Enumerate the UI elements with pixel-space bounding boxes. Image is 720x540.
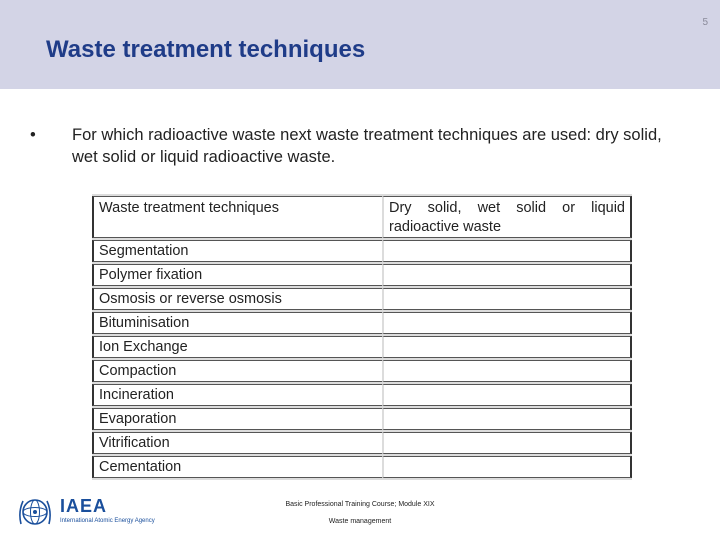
- technique-cell: Bituminisation: [92, 312, 382, 334]
- technique-cell: Evaporation: [92, 408, 382, 430]
- table-row: [92, 432, 632, 454]
- waste-type-cell[interactable]: [382, 336, 632, 358]
- technique-cell: Cementation: [92, 456, 382, 478]
- table-row: [92, 240, 632, 262]
- technique-cell: Incineration: [92, 384, 382, 406]
- technique-cell: Segmentation: [92, 240, 382, 262]
- table-row: [92, 360, 632, 382]
- waste-type-cell[interactable]: [382, 408, 632, 430]
- waste-type-cell[interactable]: [382, 456, 632, 478]
- footer-module: Waste management: [328, 518, 392, 525]
- technique-cell: Compaction: [92, 360, 382, 382]
- waste-type-cell[interactable]: [382, 312, 632, 334]
- techniques-table: [92, 194, 632, 480]
- table-row: [92, 456, 632, 478]
- bullet-text: For which radioactive waste next waste treatment techniques are used: dry solid, wet solid or liquid radioactive waste.: [72, 126, 662, 166]
- technique-cell: Osmosis or reverse osmosis: [92, 288, 382, 310]
- iaea-logo: [16, 494, 166, 530]
- table-row: [92, 264, 632, 286]
- technique-cell: Vitrification: [92, 432, 382, 454]
- header-waste-type: Dry solid, wet solid or liquid radioactive waste: [382, 196, 632, 238]
- table-row: [92, 312, 632, 334]
- page-number: 5: [702, 17, 708, 28]
- technique-cell: Ion Exchange: [92, 336, 382, 358]
- un-emblem-icon: [16, 494, 54, 530]
- footer-course: Basic Professional Training Course; Module XIX: [285, 501, 435, 508]
- header-techniques: Waste treatment techniques: [92, 196, 382, 238]
- technique-cell: Polymer fixation: [92, 264, 382, 286]
- waste-type-cell[interactable]: [382, 432, 632, 454]
- bullet-dot: •: [30, 126, 36, 144]
- table-header-row: [92, 196, 632, 238]
- table-row: [92, 408, 632, 430]
- waste-type-cell[interactable]: [382, 288, 632, 310]
- waste-type-cell[interactable]: [382, 384, 632, 406]
- waste-type-cell[interactable]: [382, 360, 632, 382]
- logo-subtitle: International Atomic Energy Agency: [60, 518, 155, 524]
- table-row: [92, 336, 632, 358]
- logo-name: IAEA: [60, 496, 108, 516]
- waste-type-cell[interactable]: [382, 264, 632, 286]
- waste-type-cell[interactable]: [382, 240, 632, 262]
- table-row: [92, 288, 632, 310]
- table-row: [92, 384, 632, 406]
- bullet-point: [30, 124, 670, 168]
- slide-title: Waste treatment techniques: [46, 36, 366, 63]
